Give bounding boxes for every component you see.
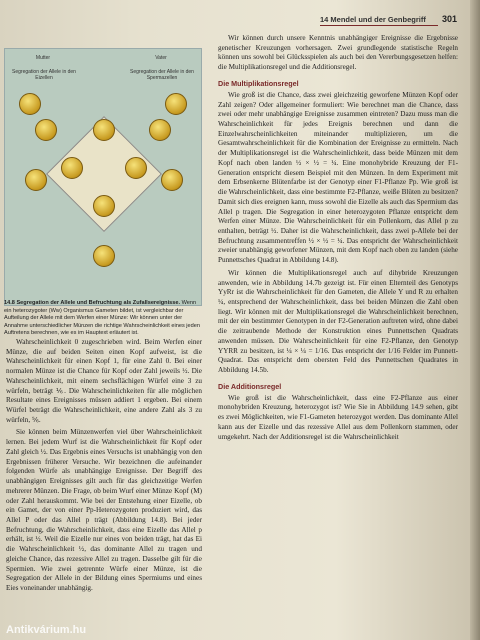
coin-icon (25, 169, 47, 191)
paragraph: Wie groß ist die Wahrscheinlichkeit, dass eine F2-Pflanze aus einer monohybriden Kreuzung, heterozygot ist? Wie Sie in Abbildung 14.9 sehen, gibt es zwei Möglichkeiten, wie F1-Gameten heterozygot werden. Das dominante Allel kann aus der Eizelle und das rezessive Allel aus dem Pollenkorn stammen, oder umgekehrt. Nach der Additionsregel ist die Wahrscheinlichkeit (218, 393, 458, 441)
coin-icon (19, 93, 41, 115)
coin-icon (93, 119, 115, 141)
coin-icon (149, 119, 171, 141)
running-title: 14 Mendel und der Genbegriff (320, 15, 426, 24)
coin-icon (165, 93, 187, 115)
section-heading-addition: Die Additionsregel (218, 381, 282, 391)
right-column (218, 34, 458, 445)
coin-icon (93, 195, 115, 217)
label-egg-segregation: Segregation der Allele in den Eizellen (12, 69, 76, 81)
figure-coin-segregation (4, 48, 202, 306)
running-header (320, 14, 460, 28)
coin-icon (93, 245, 115, 267)
page-edge (470, 0, 480, 640)
coin-icon (35, 119, 57, 141)
coin-icon (61, 157, 83, 179)
caption-title: 14.8 Segregation der Allele und Befruchtung als Zufallsereignisse. (4, 300, 181, 306)
paragraph: Wir können die Multiplikationsregel auch auf dihybride Kreuzungen anwenden, wie in Abbildung 14.7b gezeigt ist. Für einen Elternteil des Genotyps YyRr ist die Wahrscheinlichkeit für den Gameten, die Allele Y und R zu erhalten ¼, entsprechend der Wahrscheinlichkeit, dass bei beiden Münzen die Zahl oben liegt. Wir können mit der Multiplikationsregel die Wahrscheinlichkeit berechnen, mit der ein bestimmter Genotypen in der F2-Generation auftreten wird, ohne dabei die zeitraubende Methode der Konstruktion eines Punnettschen Quadrats anwenden müssen. Die Wahrscheinlichkeit für eine F2-Pflanze, den Genotyp YYRR zu besitzen, ist ¼ × ¼ = 1/16. Das entspricht der 1/16 Felder im Punnett-Quadrat. Das entspricht dem obersten Feld des Punnettschen Quadrates in Abbildung 14.5b. (218, 268, 458, 374)
label-father: Vater (155, 55, 167, 61)
section-heading-multiplication: Die Multiplikationsregel (218, 78, 299, 88)
watermark-text: Antikvárium.hu (6, 624, 87, 636)
label-sperm-segregation: Segregation der Allele in den Spermazellen (130, 69, 194, 81)
header-rule (320, 25, 438, 26)
coin-icon (161, 169, 183, 191)
figure-caption (4, 300, 200, 338)
page-number: 301 (442, 14, 458, 24)
paragraph: Wie groß ist die Chance, dass zwei gleichzeitig geworfene Münzen Kopf oder Zahl zeigen? Oder allgemeiner formuliert: Wie berechnet man die Chance, dass zwei oder mehr unabhängige Ereignisse zusammen eintreten? Dazu muss man die Wahrscheinlichkeit für jedes Ereignis berechnen und dann die Einzelwahrscheinlichkeiten miteinander multiplizieren, um die Gesamtwahrscheinlichkeit für die Kombination der Ereignisse zu ermitteln. Nach der Multiplikationsregel ist die Wahrscheinlichkeit, dass beide Münzen mit dem Kopf nach oben landen ½ × ½ = ¼. Eine monohybride Kreuzung der F1-Generation entspricht diesem Beispiel mit den Münzen. In dem Experiment mit dem Erbsenkerne Blütenfarbe ist der Genotyp einer F1-Pflanze Pp. Wie groß ist die Wahrscheinlichkeit, dass eine bestimmte F2-Pflanze, weiße Blüten zu besitzen? Damit sich dies ereignen kann, muss sowohl die Eizelle als auch das Spermium das Allel p tragen. Die Segregation in einer heterozygoten Pflanze entspricht dem Werfen einer Münze. Die Wahrscheinlichkeit für ein Pollenkorn, das Allel p zu enthalten, beträgt ½. Daher ist die Wahrscheinlichkeit, dass zwei p-Allele bei der Befruchtung zusammentreffen ½ × ½ = ¼. Das entspricht der Wahrscheinlichkeit zweier unabhängig geworfener Münzen, mit dem Kopf nach oben zu landen (siehe Punnettsches Quadrat in Abbildung 14.8). (218, 90, 458, 265)
label-mother: Mutter (35, 55, 51, 61)
paragraph: Wir können durch unsere Kenntnis unabhängiger Ereignisse die Ergebnisse genetischer Kreuzungen vorhersagen. Zwei grundlegende statistische Regeln können uns sowohl bei Glücksspielen als auch bei den Vererbungsgesetzen helfen: die Multiplikationsregel und die Additionsregel. (218, 34, 458, 72)
paragraph: Sie können beim Münzenwerfen viel über Wahrscheinlichkeit lernen. Bei jedem Wurf ist die Wahrscheinlichkeit für Kopf oder Zahl gleich ½. Das Ergebnis eines Versuchs ist unabhängig von den Ergebnissen früherer Versuche. Wir bezeichnen die aufeinander folgenden Würfe als unabhängige Ereignisse. Der Begriff des unabhängigen Ereignisses gilt auch für das gleichzeitige Werfen mehrerer Münzen. Die Frage, ob beim Wurf einer Münze Kopf (M) oder Zahl herauskommt. Wie bei der Entstehung einer Eizelle, ob ein Gamet, der von einer Pp-Heterozygoten produziert wird, das Allel P oder das Allel p trägt (Abbildung 14.8). Bei jeder Befruchtung, die Wahrscheinlichkeit, dass eine Eizelle das Allel p erhält, ist ½. Weil die Eizelle nur eines von beiden trägt, hat das Ei die Wahrscheinlichkeit ½, das dominante Allel zu tragen und gleiche Chance, das rezessive Allel zu tragen. Dasselbe gilt für die Spermien. Wie zwei getrennte Würfe einer Münze, ist die Segregation der Allele in der Bildung eines Spermiums und eines Eies voneinander unabhängig. (6, 428, 202, 592)
left-column (6, 338, 202, 597)
coin-icon (125, 157, 147, 179)
paragraph: Wahrscheinlichkeit 0 zugeschrieben wird. Beim Werfen einer Münze, die auf beiden Seiten einen Kopf aufweist, ist die Wahrscheinlichkeit für einen Kopf 1, für eine Zahl 0. Bei einer normalen Münze ist die Chance für Kopf oder Zahl jeweils ½. Die Wahrscheinlichkeit, mit einem sechsflächigen Würfel eine 3 zu würfeln, beträgt ⅙. Die Wahrscheinlichkeiten für alle möglichen Resultate eines Ereignisses müssen addiert 1 ergeben. Bei einem Würfel beträgt die Wahrscheinlichkeit, eine andere Zahl als 3 zu würfeln, ⅚. (6, 338, 202, 424)
caption-body: Wenn ein heterozygoter (Ww) Organismus Gameten bildet, ist vergleichbar der Aufteilung der Allele mit dem Werfen einer Münze: Wir können unter der Annahme unterschiedlicher Münzen die richtige Wahrscheinlichkeit eines jeden Auftretens berechnen, wie es im Hauptext erläutert ist. (4, 300, 200, 337)
